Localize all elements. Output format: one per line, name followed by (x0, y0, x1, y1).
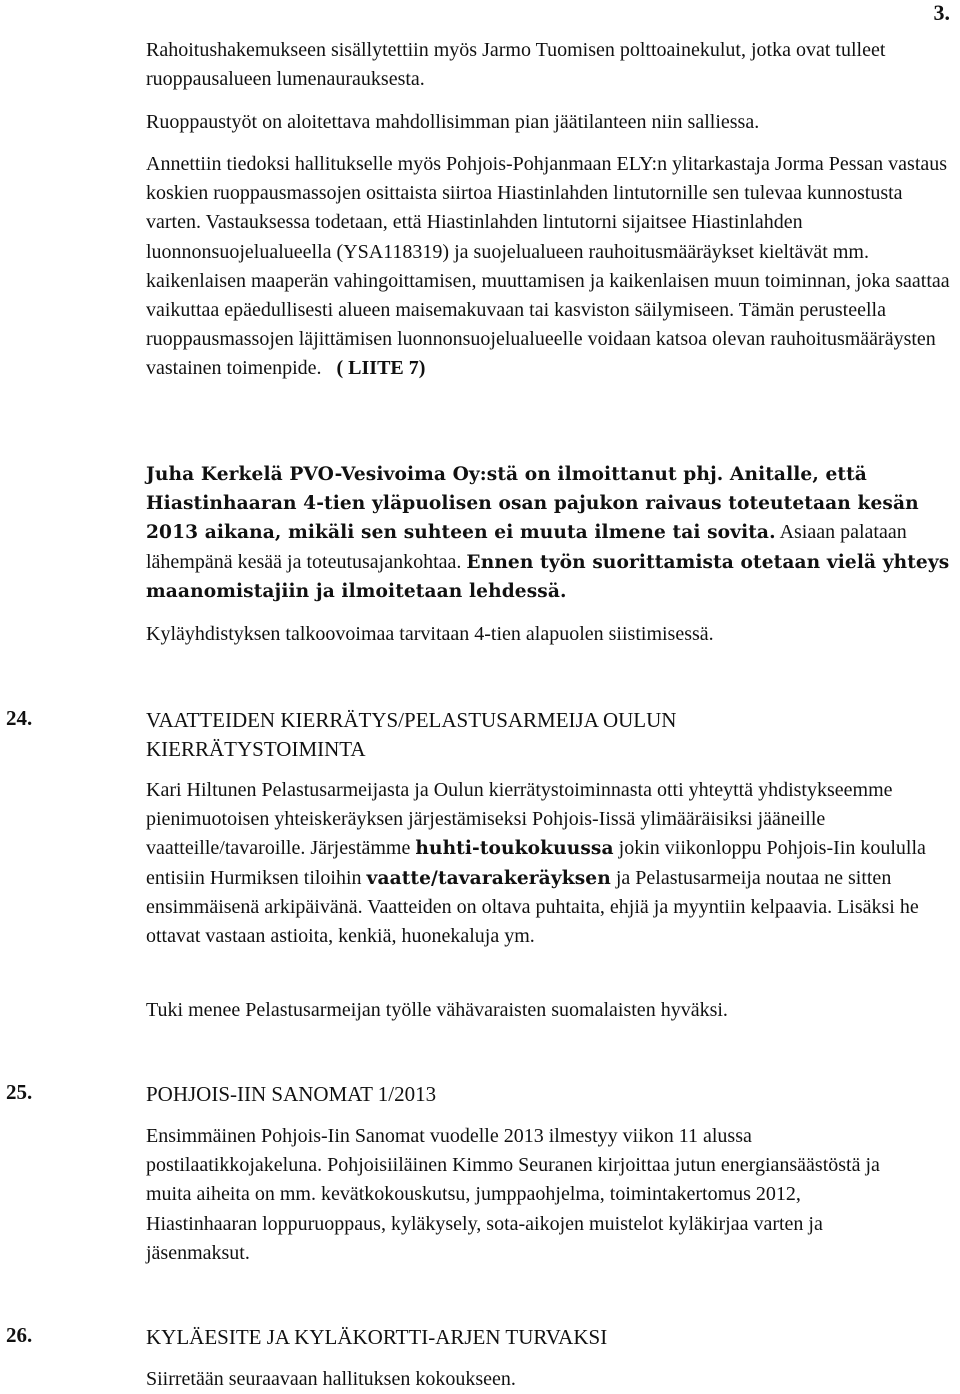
section-26-number: 26. (6, 1323, 33, 1347)
section-24-body (146, 776, 958, 951)
section-24-body-a: Kari Hiltunen Pelastusarmeijasta ja Oulun kierrätystoiminnasta otti yhteyttä yhdistykseemme pienimuotoisen yhteiskeräyksen järjestämiseksi Pohjois-Iissä ylimääräisiksi jääneille vaatteille/tavaroille. Järjestämme (146, 779, 893, 860)
intro-paragraph-2: Ruoppaustyöt on aloitettava mahdollisimman pian jäätilanteen niin salliessa. (146, 111, 760, 133)
section-24-body-c: ja Pelastusarmeija noutaa ne sitten ensimmäisenä arkipäivänä. Vaatteiden on oltava puhtaita, ehjiä ja myyntiin kelpaavia. Lisäksi he ottavat vastaan astioita, kenkiä, huonekaluja ym. (146, 866, 919, 948)
section-24-bold-keraeys: vaatte/tavarakeräyksen (366, 867, 611, 889)
section-26-body: Siirretään seuraavaan hallituksen kokoukseen. (146, 1368, 516, 1390)
pajukko-notice-bold: Juha Kerkelä PVO-Vesivoima Oy:stä on ilmoittanut phj. Anitalle, että Hiastinhaaran 4-tien yläpuolisen osan pajukon raivaus toteutetaan kesän 2013 aikana, mikäli sen suhteen ei muuta ilmene tai sovita. (146, 464, 919, 544)
section-26-title: KYLÄESITE JA KYLÄKORTTI-ARJEN TURVAKSI (146, 1325, 608, 1349)
intro-paragraph-1: Rahoitushakemukseen sisällytettiin myös Jarmo Tuomisen polttoainekulut, jotka ovat tulleet ruoppausalueen lumenaurauksesta. (146, 39, 886, 91)
pajukko-notice-normal: Asiaan palataan lähempänä kesää ja toteutusajankohtaa. (146, 521, 907, 573)
section-24-body-b: jokin viikonloppu Pohjois-Iin koululla entisiin Hurmiksen tiloihin (146, 837, 926, 889)
intro-paragraph-3 (146, 150, 958, 384)
section-24-bold-huhti: huhti-toukokuussa (415, 838, 614, 860)
section-25-title: POHJOIS-IIN SANOMAT 1/2013 (146, 1082, 437, 1106)
intro-paragraph-4 (146, 460, 958, 606)
section-24-number: 24. (6, 706, 33, 730)
pajukko-notice-bold-2: Ennen työn suorittamista otetaan vielä yhteys maanomistajiin ja ilmoitetaan lehdessä. (146, 551, 950, 602)
intro-paragraph-5: Kyläyhdistyksen talkoovoimaa tarvitaan 4-tien alapuolen siistimisessä. (146, 623, 714, 645)
section-24-body-d: Tuki menee Pelastusarmeijan työlle vähävaraisten suomalaisten hyväksi. (146, 999, 728, 1021)
page-number: 3. (933, 0, 950, 25)
section-25-number: 25. (6, 1080, 33, 1104)
section-25-body: Ensimmäinen Pohjois-Iin Sanomat vuodelle 2013 ilmestyy viikon 11 alussa postilaatikkojakeluna. Pohjoisiiläinen Kimmo Seuranen kirjoittaa jutun energiansäästöstä ja muita aiheita on mm. kevätkokouskutsu, jumppaohjelma, toimintakertomus 2012, Hiastinhaaran loppuruoppaus, kyläkysely, sota-aikojen muistelot kyläkirjaa varten ja jäsenmaksut. (146, 1125, 880, 1264)
section-24-title: VAATTEIDEN KIERRÄTYS/PELASTUSARMEIJA OULUN KIERRÄTYSTOIMINTA (146, 708, 677, 761)
liite-reference: ( LIITE 7) (336, 357, 426, 380)
intro-paragraph-3-text: Annettiin tiedoksi hallitukselle myös Pohjois-Pohjanmaan ELY:n ylitarkastaja Jorma Pessan vastaus koskien ruoppausmassojen osittaista siirtoa Hiastinlahden lintutornille sen tulevaa kunnostusta varten. Vastauksessa todetaan, että Hiastinlahden lintutorni sijaitsee Hiastinlahden luonnonsuojelualueella (YSA118319) ja suojelualueen rauhoitusmääräykset kieltävät mm. kaikenlaisen maaperän vahingoittamisen, muuttamisen ja kaikenlaisen muun toiminnan, joka saattaa vaikuttaa epäedullisesti alueen maisemakuvaan tai kasviston säilymiseen. Tämän perusteella ruoppausmassojen läjittämisen luonnonsuojelualueelle voidaan katsoa olevan rauhoitusmääräysten vastainen toimenpide. (146, 153, 950, 380)
